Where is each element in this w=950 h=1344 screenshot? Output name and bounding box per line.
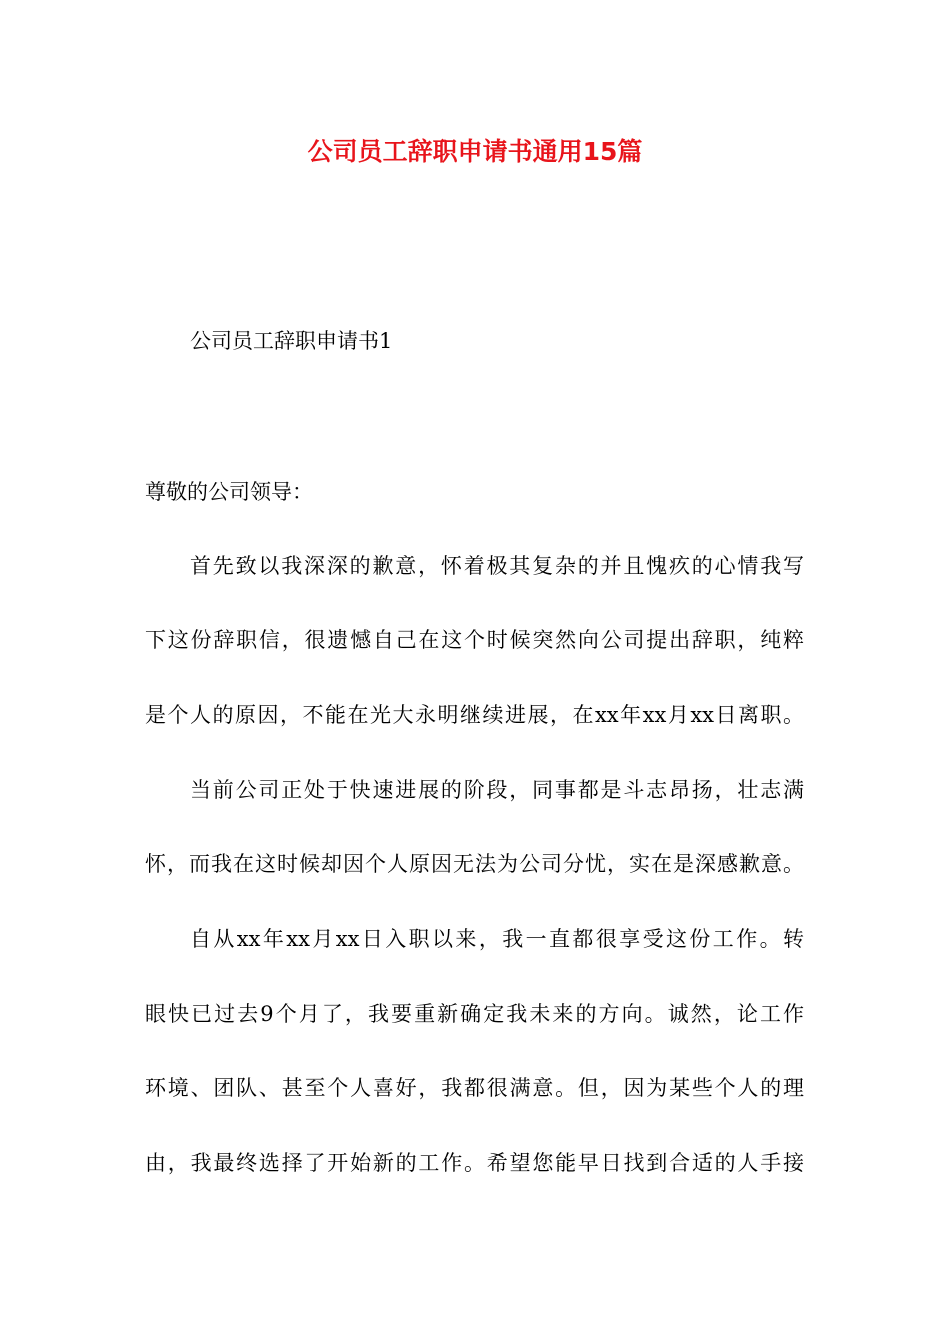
section-heading: 公司员工辞职申请书1 (190, 329, 393, 353)
body-line: 下这份辞职信，很遗憾自己在这个时候突然向公司提出辞职，纯粹 (145, 628, 804, 652)
body-line: 首先致以我深深的歉意，怀着极其复杂的并且愧疚的心情我写 (190, 554, 804, 578)
body-line: 由，我最终选择了开始新的工作。希望您能早日找到合适的人手接 (145, 1151, 804, 1175)
body-line: 眼快已过去9个月了，我要重新确定我未来的方向。诚然，论工作 (145, 1002, 804, 1026)
body-line: 怀，而我在这时候却因个人原因无法为公司分忧，实在是深感歉意。 (145, 852, 804, 876)
body-line: 当前公司正处于快速进展的阶段，同事都是斗志昂扬，壮志满 (190, 778, 804, 802)
body-line: 是个人的原因，不能在光大永明继续进展，在xx年xx月xx日离职。 (145, 703, 804, 727)
body-line: 环境、团队、甚至个人喜好，我都很满意。但，因为某些个人的理 (145, 1076, 804, 1100)
document-title: 公司员工辞职申请书通用15篇 (307, 137, 643, 166)
body-line: 自从xx年xx月xx日入职以来，我一直都很享受这份工作。转 (190, 927, 804, 951)
salutation: 尊敬的公司领导： (145, 480, 313, 504)
